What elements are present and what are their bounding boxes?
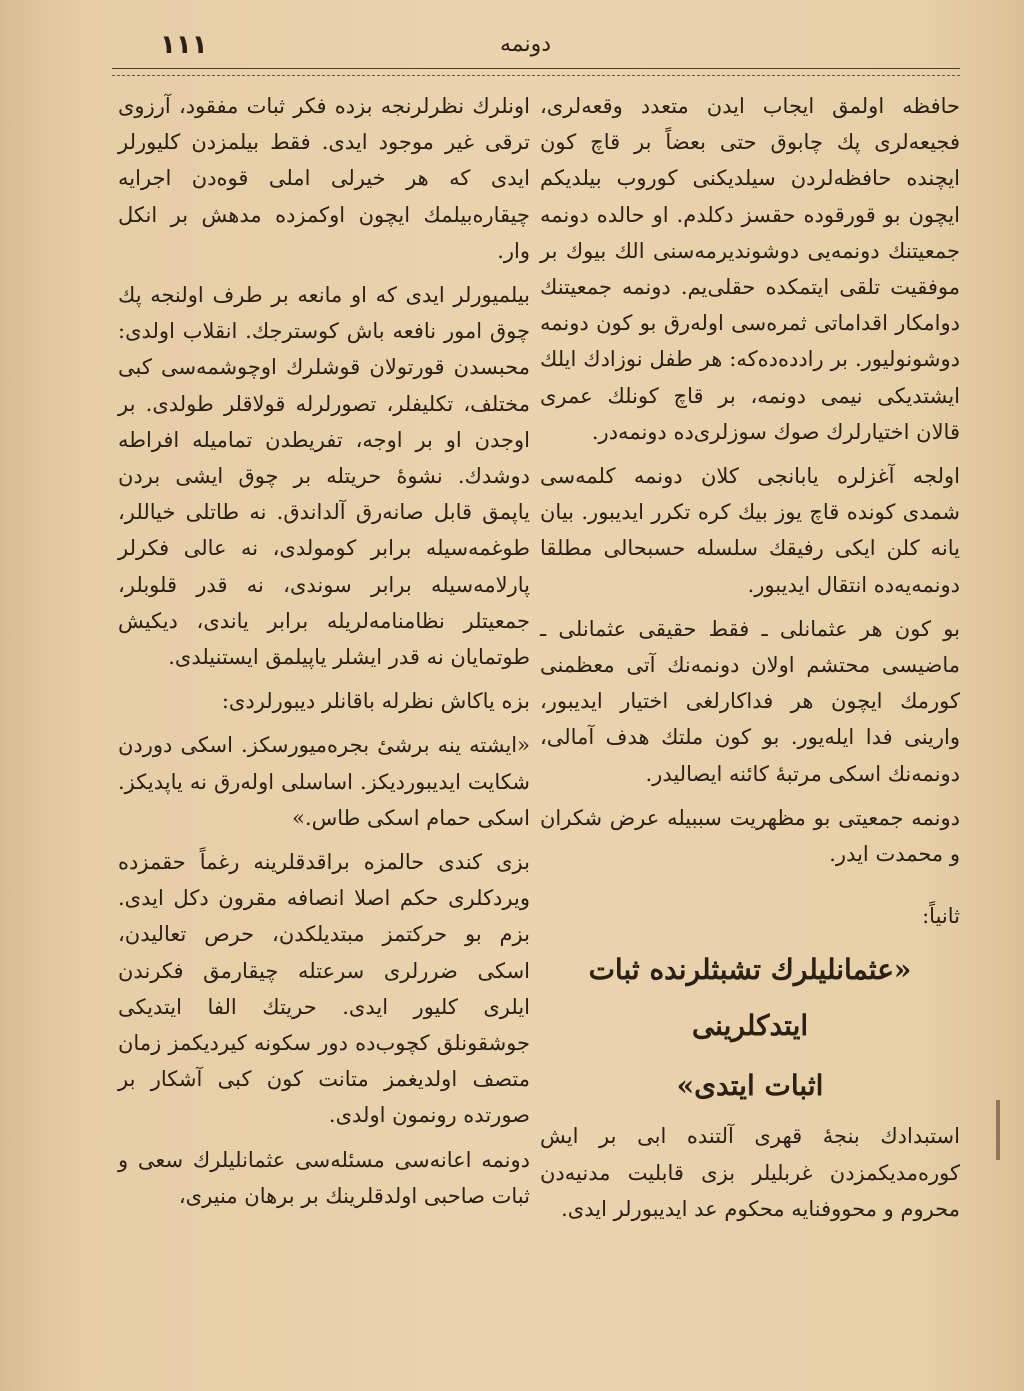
paragraph: بیلمیورلر ایدی که او مانعه بر طرف اولنجه پك چوق امور نافعه باش کوسترجك. انقلاب اولدی: محبسدن قورتولان قوشلرك اوچوشمه‌سی کبی مختلف، تکلیفلر، تصورلرله قولاقلر طولدی. بر اوجدن او بر اوجه، تفریطدن تمامیله افراطه دوشدك. نشوهٔ حریتله بر چوق ایشی بردن یاپمق قابل صانه‌رق آلداندق. نه طاتلی خیاللر، طوغمه‌سیله برابر کومولدی، نه عالی فکرلر پارلامه‌سیله برابر سوندی، نه قدر قلوبلر، جمعیتلر نظامنامه‌لریله برابر یاندی، دیکیش طوتمایان نه قدر ایشلر یاپیلمق ایستنیلدی. <box>118 283 530 670</box>
page-number: ١١١ <box>160 30 208 60</box>
paragraph: اونلرك نظرلرنجه بزده فکر ثبات مفقود، آرزوی ترقی غیر موجود ایدی. فقط بیلمزدن کلیورلر ایدی که هر خیرلی املی قوه‌دن اجرایه چیقاره‌بیلمك ایچون اوکمزده مدهش بر انکل وار. <box>118 94 530 263</box>
quote-heading-line-2: اثبات ایتدی» <box>676 1069 824 1103</box>
left-column <box>118 88 530 1222</box>
header-rule <box>112 68 960 76</box>
quote-heading-line-1: «عثمانلیلرك تشبثلرنده ثبات ایتدکلرینی <box>588 953 912 1043</box>
paragraph: دونمه جمعیتی بو مظهریت سببیله عرض شکران و محمدت ایدر. <box>540 805 960 867</box>
paragraph: اولجه آغزلره یابانجی کلان دونمه کلمه‌سی شمدی کونده قاچ یوز بیك کره تکرر ایدیبور. بیان یانه کلن ایکی رفیقك سلسله حسبحالی مطلقا دونمه‌یه‌ده انتقال ایدیبور. <box>540 464 960 597</box>
margin-mark <box>996 1100 1000 1160</box>
paragraph: حافظه اولمق ایجاب ایدن متعدد وقعه‌لری، فجیعه‌لری پك چابوق حتی بعضاً بر قاچ کون ایچنده حافظه‌لردن سیلدیکنی کوروب بیلدیکم ایچون بو قورقوده حقسز دکلدم. او حالده دونمه جمعیتنك دونمه‌یی دوشوندیرمه‌سنی الك بیوك بر موفقیت تلقی ایتمکده حقلی‌یم. دونمه جمعیتنك دوامکار اقداماتی ثمره‌سی اوله‌رق بو کون دونمه دوشونولیور. بر رادده‌ده‌که: هر طفل نوزادك ایلك ایشتدیکی نیمی دونمه، بر قاچ کونلك عمری قالان اختیارلرك صوك سوزلری‌ده دونمه‌در. <box>540 94 960 444</box>
paragraph: بزه یاکاش نظرله باقانلر دیبورلردی: <box>221 689 530 714</box>
running-title: دونمه <box>500 32 552 57</box>
subheading: ثانیاً: <box>922 904 960 929</box>
paragraph: بو کون هر عثمانلی ـ فقط حقیقی عثمانلی ـ ماضیسی محتشم اولان دونمه‌نك آتی معظمنی کورمك ایچون هر فداکارلغی اختیار ایدیبور، وارینی فدا ایله‌یور. بو کون ملتك هدف آمالی، دونمه‌نك اسکی مرتبهٔ کائنه ایصالیدر. <box>540 616 960 786</box>
paragraph: بزی کندی حالمزه براقدقلرینه رغماً حقمزده ویردکلری حکم اصلا انصافه مقرون دکل ایدی. بزم بو حرکتمز مبتدیلکدن، حرص تعالیدن، اسکی ضررلری سرعتله چیقارمق فکرندن ایلری کلیور ایدی. حریتك الفا ایتدیکی جوشقونلق کچوب‌ده دور سکونه کیردیکمز زمان متصف اولدیغمز متانت کون کبی آشکار بر صورتده رونمون اولدی. <box>118 850 530 1128</box>
paragraph: استبدادك بنجهٔ قهری آلتنده ابی بر ایش کوره‌مدیکمزدن غربلیلر بزی قابلیت مدنیه‌دن محروم و محووفنایه محکوم عد ایدیبورلر ایدی. <box>540 1124 960 1221</box>
paragraph: «ایشته ینه برشیٔ بجره‌میورسکز. اسکی دوردن شکایت ایدیبوردیکز. اساسلی اوله‌رق نه یاپدیکز. اسکی حمام اسکی طاس.» <box>118 733 530 830</box>
page-header <box>100 30 960 66</box>
right-column <box>540 88 960 1235</box>
paragraph: دونمه اعانه‌سی مسئله‌سی عثمانلیلرك سعی و ثبات صاحبی اولدقلرینك بر برهان منیری، <box>118 1147 530 1208</box>
